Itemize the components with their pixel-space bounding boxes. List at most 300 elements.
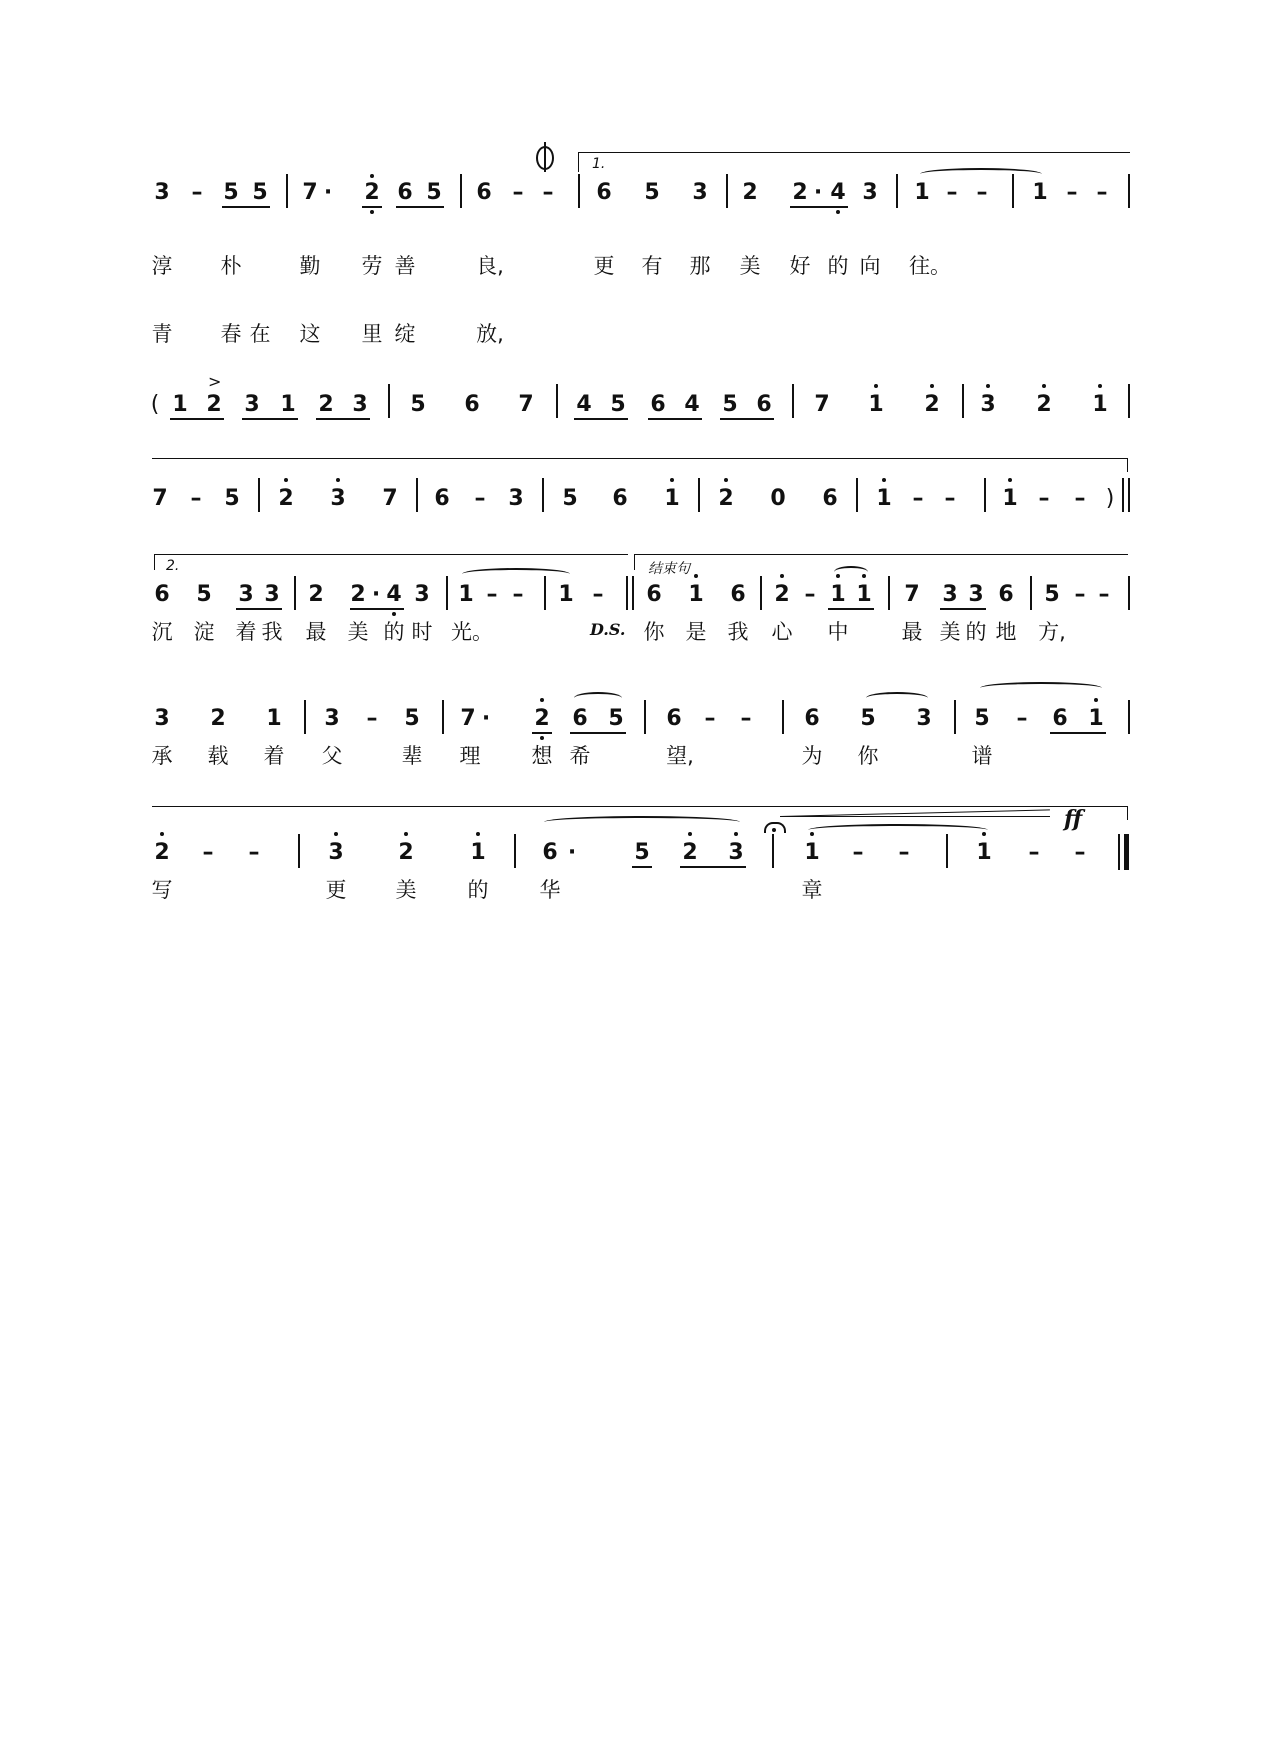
note: – bbox=[976, 180, 988, 205]
barline bbox=[542, 478, 544, 512]
note: 3 bbox=[728, 840, 744, 865]
note: 5 bbox=[224, 486, 240, 511]
note: 3 bbox=[328, 840, 344, 865]
note: 1 bbox=[1032, 180, 1048, 205]
barline bbox=[258, 478, 260, 512]
note: – bbox=[592, 582, 604, 607]
barline bbox=[286, 174, 288, 208]
note: 4 bbox=[684, 392, 700, 417]
dot bbox=[160, 832, 164, 836]
note: 1 bbox=[280, 392, 296, 417]
lyric: 载 bbox=[207, 744, 229, 768]
barline bbox=[1128, 700, 1130, 734]
ds-mark: D.S. bbox=[590, 620, 626, 639]
note: 2 bbox=[308, 582, 324, 607]
lyric: 放, bbox=[476, 322, 504, 346]
note: 3 bbox=[324, 706, 340, 731]
note: 3 bbox=[238, 582, 254, 607]
lyric: 淀 bbox=[193, 620, 215, 644]
barline bbox=[460, 174, 462, 208]
note: 6 bbox=[572, 706, 588, 731]
note: 6 bbox=[650, 392, 666, 417]
note: 6 bbox=[1052, 706, 1068, 731]
note: 7 bbox=[904, 582, 920, 607]
note: – bbox=[740, 706, 752, 731]
note: 6 bbox=[434, 486, 450, 511]
note: 2 bbox=[774, 582, 790, 607]
barline bbox=[946, 834, 948, 868]
lyric: 你 bbox=[857, 744, 879, 768]
fortissimo-mark: ff bbox=[1064, 806, 1083, 832]
lyric: 你 bbox=[643, 620, 665, 644]
note: 3 bbox=[264, 582, 280, 607]
paren: ( bbox=[150, 392, 160, 417]
note: 2 bbox=[718, 486, 734, 511]
lyric: 的 bbox=[383, 620, 405, 644]
lyric: 望, bbox=[666, 744, 694, 768]
barline bbox=[726, 174, 728, 208]
barline bbox=[1128, 384, 1130, 418]
bracket-line bbox=[152, 806, 1128, 807]
note: 2 bbox=[682, 840, 698, 865]
dot bbox=[780, 574, 784, 578]
lyric: 我 bbox=[727, 620, 749, 644]
double-barline bbox=[1128, 478, 1130, 512]
underline bbox=[570, 732, 626, 734]
barline bbox=[298, 834, 300, 868]
tie bbox=[808, 824, 988, 836]
note: 4 bbox=[830, 180, 846, 205]
lyric: 写 bbox=[151, 878, 173, 902]
lyric: 是 bbox=[685, 620, 707, 644]
note: 3 bbox=[692, 180, 708, 205]
note: 3 bbox=[862, 180, 878, 205]
note: 5 bbox=[644, 180, 660, 205]
note: 2 bbox=[206, 392, 222, 417]
note: 2 bbox=[398, 840, 414, 865]
lyric: 承 bbox=[151, 744, 173, 768]
note: 7 bbox=[382, 486, 398, 511]
underline bbox=[396, 206, 444, 208]
dot bbox=[734, 832, 738, 836]
note: 2 bbox=[742, 180, 758, 205]
lyric: 更 bbox=[325, 878, 347, 902]
dot bbox=[930, 384, 934, 388]
note: – bbox=[804, 582, 816, 607]
underline bbox=[170, 418, 224, 420]
underline bbox=[940, 608, 986, 610]
lyric: 我 bbox=[261, 620, 283, 644]
lyric: 青 bbox=[151, 322, 173, 346]
note: – bbox=[912, 486, 924, 511]
lyric: 心 bbox=[771, 620, 793, 644]
note: 1 bbox=[1092, 392, 1108, 417]
lyric: 方, bbox=[1038, 620, 1066, 644]
note: 3 bbox=[154, 706, 170, 731]
barline bbox=[556, 384, 558, 418]
lyric: 好 bbox=[789, 254, 811, 278]
note: 7 bbox=[302, 180, 318, 205]
lyric: 更 bbox=[593, 254, 615, 278]
dot bbox=[1008, 478, 1012, 482]
ending-bracket-start bbox=[634, 554, 635, 570]
note: – bbox=[946, 180, 958, 205]
note: · bbox=[813, 180, 823, 205]
barline bbox=[1128, 174, 1130, 208]
lyric: 着 bbox=[263, 744, 285, 768]
barline bbox=[416, 478, 418, 512]
note: 5 bbox=[722, 392, 738, 417]
double-barline bbox=[626, 576, 628, 610]
note: – bbox=[512, 582, 524, 607]
note: – bbox=[1096, 180, 1108, 205]
note: 7 bbox=[152, 486, 168, 511]
note: – bbox=[1038, 486, 1050, 511]
note: – bbox=[1074, 840, 1086, 865]
note: – bbox=[852, 840, 864, 865]
note: 1 bbox=[688, 582, 704, 607]
lyric: 地 bbox=[995, 620, 1017, 644]
barline bbox=[984, 478, 986, 512]
note: 6 bbox=[730, 582, 746, 607]
note: 5 bbox=[1044, 582, 1060, 607]
note: 1 bbox=[1088, 706, 1104, 731]
note: – bbox=[1016, 706, 1028, 731]
dot bbox=[874, 384, 878, 388]
dot bbox=[336, 478, 340, 482]
note: – bbox=[1066, 180, 1078, 205]
lyric: 为 bbox=[801, 744, 823, 768]
note: 3 bbox=[968, 582, 984, 607]
barline bbox=[442, 700, 444, 734]
note: 5 bbox=[974, 706, 990, 731]
tie bbox=[980, 682, 1102, 694]
lyric: 的 bbox=[467, 878, 489, 902]
lyric: 美 bbox=[739, 254, 761, 278]
note: 1 bbox=[470, 840, 486, 865]
note: 1 bbox=[1002, 486, 1018, 511]
underline bbox=[532, 732, 552, 734]
lyric: 善 bbox=[394, 254, 416, 278]
note: – bbox=[1098, 582, 1110, 607]
lyric: 父 bbox=[321, 744, 343, 768]
note: 5 bbox=[608, 706, 624, 731]
lyric: 有 bbox=[641, 254, 663, 278]
lyric: 最 bbox=[305, 620, 327, 644]
lyric: 这 bbox=[299, 322, 321, 346]
note: 5 bbox=[860, 706, 876, 731]
note: 6 bbox=[612, 486, 628, 511]
note: 3 bbox=[244, 392, 260, 417]
tie bbox=[544, 816, 740, 828]
note: 5 bbox=[634, 840, 650, 865]
paren: ) bbox=[1105, 486, 1115, 511]
note: – bbox=[542, 180, 554, 205]
note: 1 bbox=[172, 392, 188, 417]
barline bbox=[544, 576, 546, 610]
lyric: 朴 bbox=[220, 254, 242, 278]
barline bbox=[1030, 576, 1032, 610]
underline bbox=[790, 206, 848, 208]
note: – bbox=[944, 486, 956, 511]
note: 1 bbox=[830, 582, 846, 607]
note: 3 bbox=[352, 392, 368, 417]
underline bbox=[242, 418, 298, 420]
note: 6 bbox=[596, 180, 612, 205]
note: 3 bbox=[330, 486, 346, 511]
lyric: 章 bbox=[801, 878, 823, 902]
lyric: 勤 bbox=[299, 254, 321, 278]
note: 1 bbox=[976, 840, 992, 865]
lyric: 的 bbox=[827, 254, 849, 278]
lyric: 在 bbox=[249, 322, 271, 346]
barline bbox=[856, 478, 858, 512]
lyric: 里 bbox=[361, 322, 383, 346]
note: 5 bbox=[404, 706, 420, 731]
note: · bbox=[567, 840, 577, 865]
barline bbox=[954, 700, 956, 734]
dot bbox=[724, 478, 728, 482]
note: 2 bbox=[364, 180, 380, 205]
lyric: 沉 bbox=[151, 620, 173, 644]
final-barline bbox=[1118, 834, 1120, 870]
barline bbox=[304, 700, 306, 734]
lyric: 谱 bbox=[971, 744, 993, 768]
lyric: 良, bbox=[476, 254, 504, 278]
note: 2 bbox=[1036, 392, 1052, 417]
note: – bbox=[1028, 840, 1040, 865]
dot bbox=[694, 574, 698, 578]
lyric: 的 bbox=[965, 620, 987, 644]
barline bbox=[888, 576, 890, 610]
dot bbox=[334, 832, 338, 836]
barline bbox=[388, 384, 390, 418]
lyric: 劳 bbox=[361, 254, 383, 278]
tie bbox=[462, 568, 570, 580]
note: · bbox=[371, 582, 381, 607]
dot bbox=[1094, 698, 1098, 702]
dot bbox=[1098, 384, 1102, 388]
dot bbox=[982, 832, 986, 836]
dot bbox=[882, 478, 886, 482]
note: – bbox=[704, 706, 716, 731]
ending-label: 结束句 bbox=[648, 561, 690, 577]
lyric: 春 bbox=[220, 322, 242, 346]
note: 5 bbox=[252, 180, 268, 205]
volta-1-bracket bbox=[578, 152, 1130, 153]
note: 2 bbox=[154, 840, 170, 865]
note: – bbox=[486, 582, 498, 607]
lyric: 绽 bbox=[394, 322, 416, 346]
barline bbox=[792, 384, 794, 418]
note: 6 bbox=[397, 180, 413, 205]
note: 5 bbox=[196, 582, 212, 607]
underline bbox=[574, 418, 628, 420]
lyric: 淳 bbox=[151, 254, 173, 278]
barline bbox=[760, 576, 762, 610]
lyric: 向 bbox=[859, 254, 881, 278]
underline bbox=[350, 608, 404, 610]
lyric: 美 bbox=[395, 878, 417, 902]
accent-mark: > bbox=[208, 372, 222, 391]
double-barline bbox=[632, 576, 634, 610]
note: 3 bbox=[916, 706, 932, 731]
note: 2 bbox=[210, 706, 226, 731]
note: 7 bbox=[460, 706, 476, 731]
note: 5 bbox=[610, 392, 626, 417]
note: 6 bbox=[154, 582, 170, 607]
dot bbox=[404, 832, 408, 836]
lyric: 光。 bbox=[451, 620, 493, 644]
bracket-line-end bbox=[1127, 806, 1128, 820]
note: – bbox=[191, 180, 203, 205]
barline bbox=[962, 384, 964, 418]
note: 4 bbox=[386, 582, 402, 607]
underline bbox=[1050, 732, 1106, 734]
dot bbox=[370, 210, 374, 214]
note: – bbox=[190, 486, 202, 511]
note: 2 bbox=[534, 706, 550, 731]
note: 2 bbox=[792, 180, 808, 205]
note: · bbox=[481, 706, 491, 731]
double-barline bbox=[1122, 478, 1124, 512]
crescendo-line bbox=[780, 816, 1050, 817]
lyric: 想 bbox=[531, 744, 553, 768]
volta-2-label: 2. bbox=[166, 558, 180, 574]
dot bbox=[540, 736, 544, 740]
lyric: 着 bbox=[235, 620, 257, 644]
underline bbox=[236, 608, 282, 610]
note: 5 bbox=[223, 180, 239, 205]
note: 6 bbox=[646, 582, 662, 607]
lyric: 理 bbox=[459, 744, 481, 768]
barline bbox=[782, 700, 784, 734]
note: – bbox=[474, 486, 486, 511]
note: – bbox=[366, 706, 378, 731]
dot bbox=[370, 174, 374, 178]
note: 6 bbox=[666, 706, 682, 731]
volta-2-bracket-start bbox=[154, 554, 155, 570]
tie bbox=[834, 566, 868, 578]
lyric: 时 bbox=[411, 620, 433, 644]
note: 7 bbox=[814, 392, 830, 417]
lyric: 希 bbox=[569, 744, 591, 768]
barline bbox=[1128, 576, 1130, 610]
note: – bbox=[1074, 582, 1086, 607]
dot bbox=[392, 612, 396, 616]
note: – bbox=[202, 840, 214, 865]
lyric: 美 bbox=[939, 620, 961, 644]
note: 6 bbox=[804, 706, 820, 731]
note: 1 bbox=[876, 486, 892, 511]
volta-1-label: 1. bbox=[592, 156, 606, 172]
note: 1 bbox=[868, 392, 884, 417]
dot bbox=[284, 478, 288, 482]
dot bbox=[540, 698, 544, 702]
barline bbox=[644, 700, 646, 734]
bracket-line bbox=[152, 458, 1128, 459]
barline bbox=[578, 174, 580, 208]
note: 1 bbox=[914, 180, 930, 205]
note: 3 bbox=[154, 180, 170, 205]
note: 3 bbox=[942, 582, 958, 607]
barline bbox=[896, 174, 898, 208]
tie bbox=[866, 692, 928, 704]
coda-icon-bar bbox=[544, 142, 546, 172]
underline bbox=[680, 866, 746, 868]
barline bbox=[514, 834, 516, 868]
note: 1 bbox=[804, 840, 820, 865]
note: 2 bbox=[278, 486, 294, 511]
note: 3 bbox=[508, 486, 524, 511]
dot bbox=[1042, 384, 1046, 388]
note: 6 bbox=[998, 582, 1014, 607]
note: 6 bbox=[542, 840, 558, 865]
dot bbox=[688, 832, 692, 836]
tie bbox=[574, 692, 622, 704]
lyric: 美 bbox=[347, 620, 369, 644]
bracket-line-end bbox=[1127, 458, 1128, 472]
dot bbox=[476, 832, 480, 836]
underline bbox=[648, 418, 702, 420]
barline bbox=[772, 834, 774, 868]
note: 6 bbox=[822, 486, 838, 511]
note: 5 bbox=[410, 392, 426, 417]
note: – bbox=[1074, 486, 1086, 511]
final-barline bbox=[1124, 834, 1129, 870]
note: 3 bbox=[980, 392, 996, 417]
note: 2 bbox=[924, 392, 940, 417]
ending-bracket bbox=[634, 554, 1128, 555]
fermata-icon bbox=[764, 822, 786, 833]
lyric: 辈 bbox=[401, 744, 423, 768]
lyric: 华 bbox=[539, 878, 561, 902]
note: 1 bbox=[458, 582, 474, 607]
note: – bbox=[248, 840, 260, 865]
underline bbox=[632, 866, 652, 868]
note: 6 bbox=[476, 180, 492, 205]
underline bbox=[222, 206, 270, 208]
barline bbox=[1012, 174, 1014, 208]
lyric: 那 bbox=[689, 254, 711, 278]
dot bbox=[836, 210, 840, 214]
dot bbox=[986, 384, 990, 388]
note: 7 bbox=[518, 392, 534, 417]
underline bbox=[362, 206, 382, 208]
volta-2-bracket bbox=[154, 554, 628, 555]
underline bbox=[828, 608, 874, 610]
barline bbox=[446, 576, 448, 610]
note: 4 bbox=[576, 392, 592, 417]
note: 1 bbox=[266, 706, 282, 731]
barline bbox=[698, 478, 700, 512]
note: – bbox=[512, 180, 524, 205]
note: – bbox=[898, 840, 910, 865]
note: · bbox=[323, 180, 333, 205]
lyric: 往。 bbox=[909, 254, 951, 278]
volta-1-bracket-start bbox=[578, 152, 579, 172]
lyric: 中 bbox=[827, 620, 849, 644]
note: 0 bbox=[770, 486, 786, 511]
underline bbox=[720, 418, 774, 420]
dot bbox=[670, 478, 674, 482]
note: 3 bbox=[414, 582, 430, 607]
note: 1 bbox=[664, 486, 680, 511]
note: 1 bbox=[558, 582, 574, 607]
lyric: 最 bbox=[901, 620, 923, 644]
note: 5 bbox=[562, 486, 578, 511]
barline bbox=[294, 576, 296, 610]
